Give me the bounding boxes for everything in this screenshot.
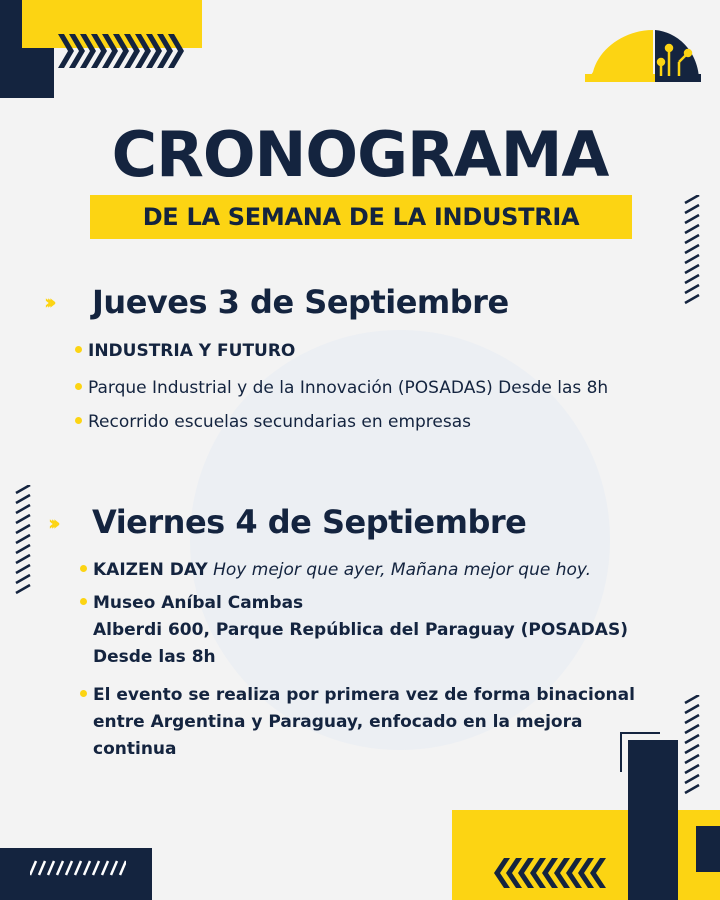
bullet-dot-icon — [80, 565, 87, 572]
corner-block-navy — [628, 740, 678, 900]
list-item: KAIZEN DAY Hoy mejor que ayer, Mañana mejor que hoy. — [80, 557, 591, 584]
page-title: CRONOGRAMA — [111, 118, 609, 191]
bullet-dot-icon — [75, 346, 82, 353]
bullet-dot-icon — [75, 417, 82, 424]
hatch-decoration-left — [14, 485, 32, 595]
chevron-right-icon: ››› — [48, 511, 55, 535]
list-item: Parque Industrial y de la Innovación (POSADAS) Desde las 8h — [75, 375, 608, 402]
day-heading-thursday: Jueves 3 de Septiembre — [92, 283, 509, 321]
bullet-dot-icon — [80, 598, 87, 605]
hatch-decoration-right-bottom — [683, 695, 701, 800]
day-heading-friday: Viernes 4 de Septiembre — [92, 503, 527, 541]
bullet-dot-icon — [80, 690, 87, 697]
corner-block-navy — [696, 826, 720, 872]
line-decoration — [620, 732, 660, 734]
hatch-decoration-right-top — [683, 195, 701, 310]
list-item: El evento se realiza por primera vez de forma binacional entre Argentina y Paraguay, enfocado en la mejora continua — [80, 682, 635, 763]
bullet-dot-icon — [75, 383, 82, 390]
subtitle-text: DE LA SEMANA DE LA INDUSTRIA — [142, 203, 580, 231]
chevron-right-icon: ››› — [44, 290, 51, 314]
chevron-left-stripes-icon — [494, 858, 610, 888]
chevron-stripes-icon — [58, 34, 198, 68]
hatch-decoration-bottom-left — [30, 860, 126, 876]
list-item: INDUSTRIA Y FUTURO — [75, 338, 295, 365]
list-item: Museo Aníbal Cambas Alberdi 600, Parque República del Paraguay (POSADAS) Desde las 8h — [80, 590, 628, 671]
subtitle-banner — [90, 195, 632, 239]
list-item: Recorrido escuelas secundarias en empresas — [75, 409, 471, 436]
line-decoration — [620, 732, 622, 772]
hard-hat-circuit-logo-icon — [585, 28, 703, 84]
